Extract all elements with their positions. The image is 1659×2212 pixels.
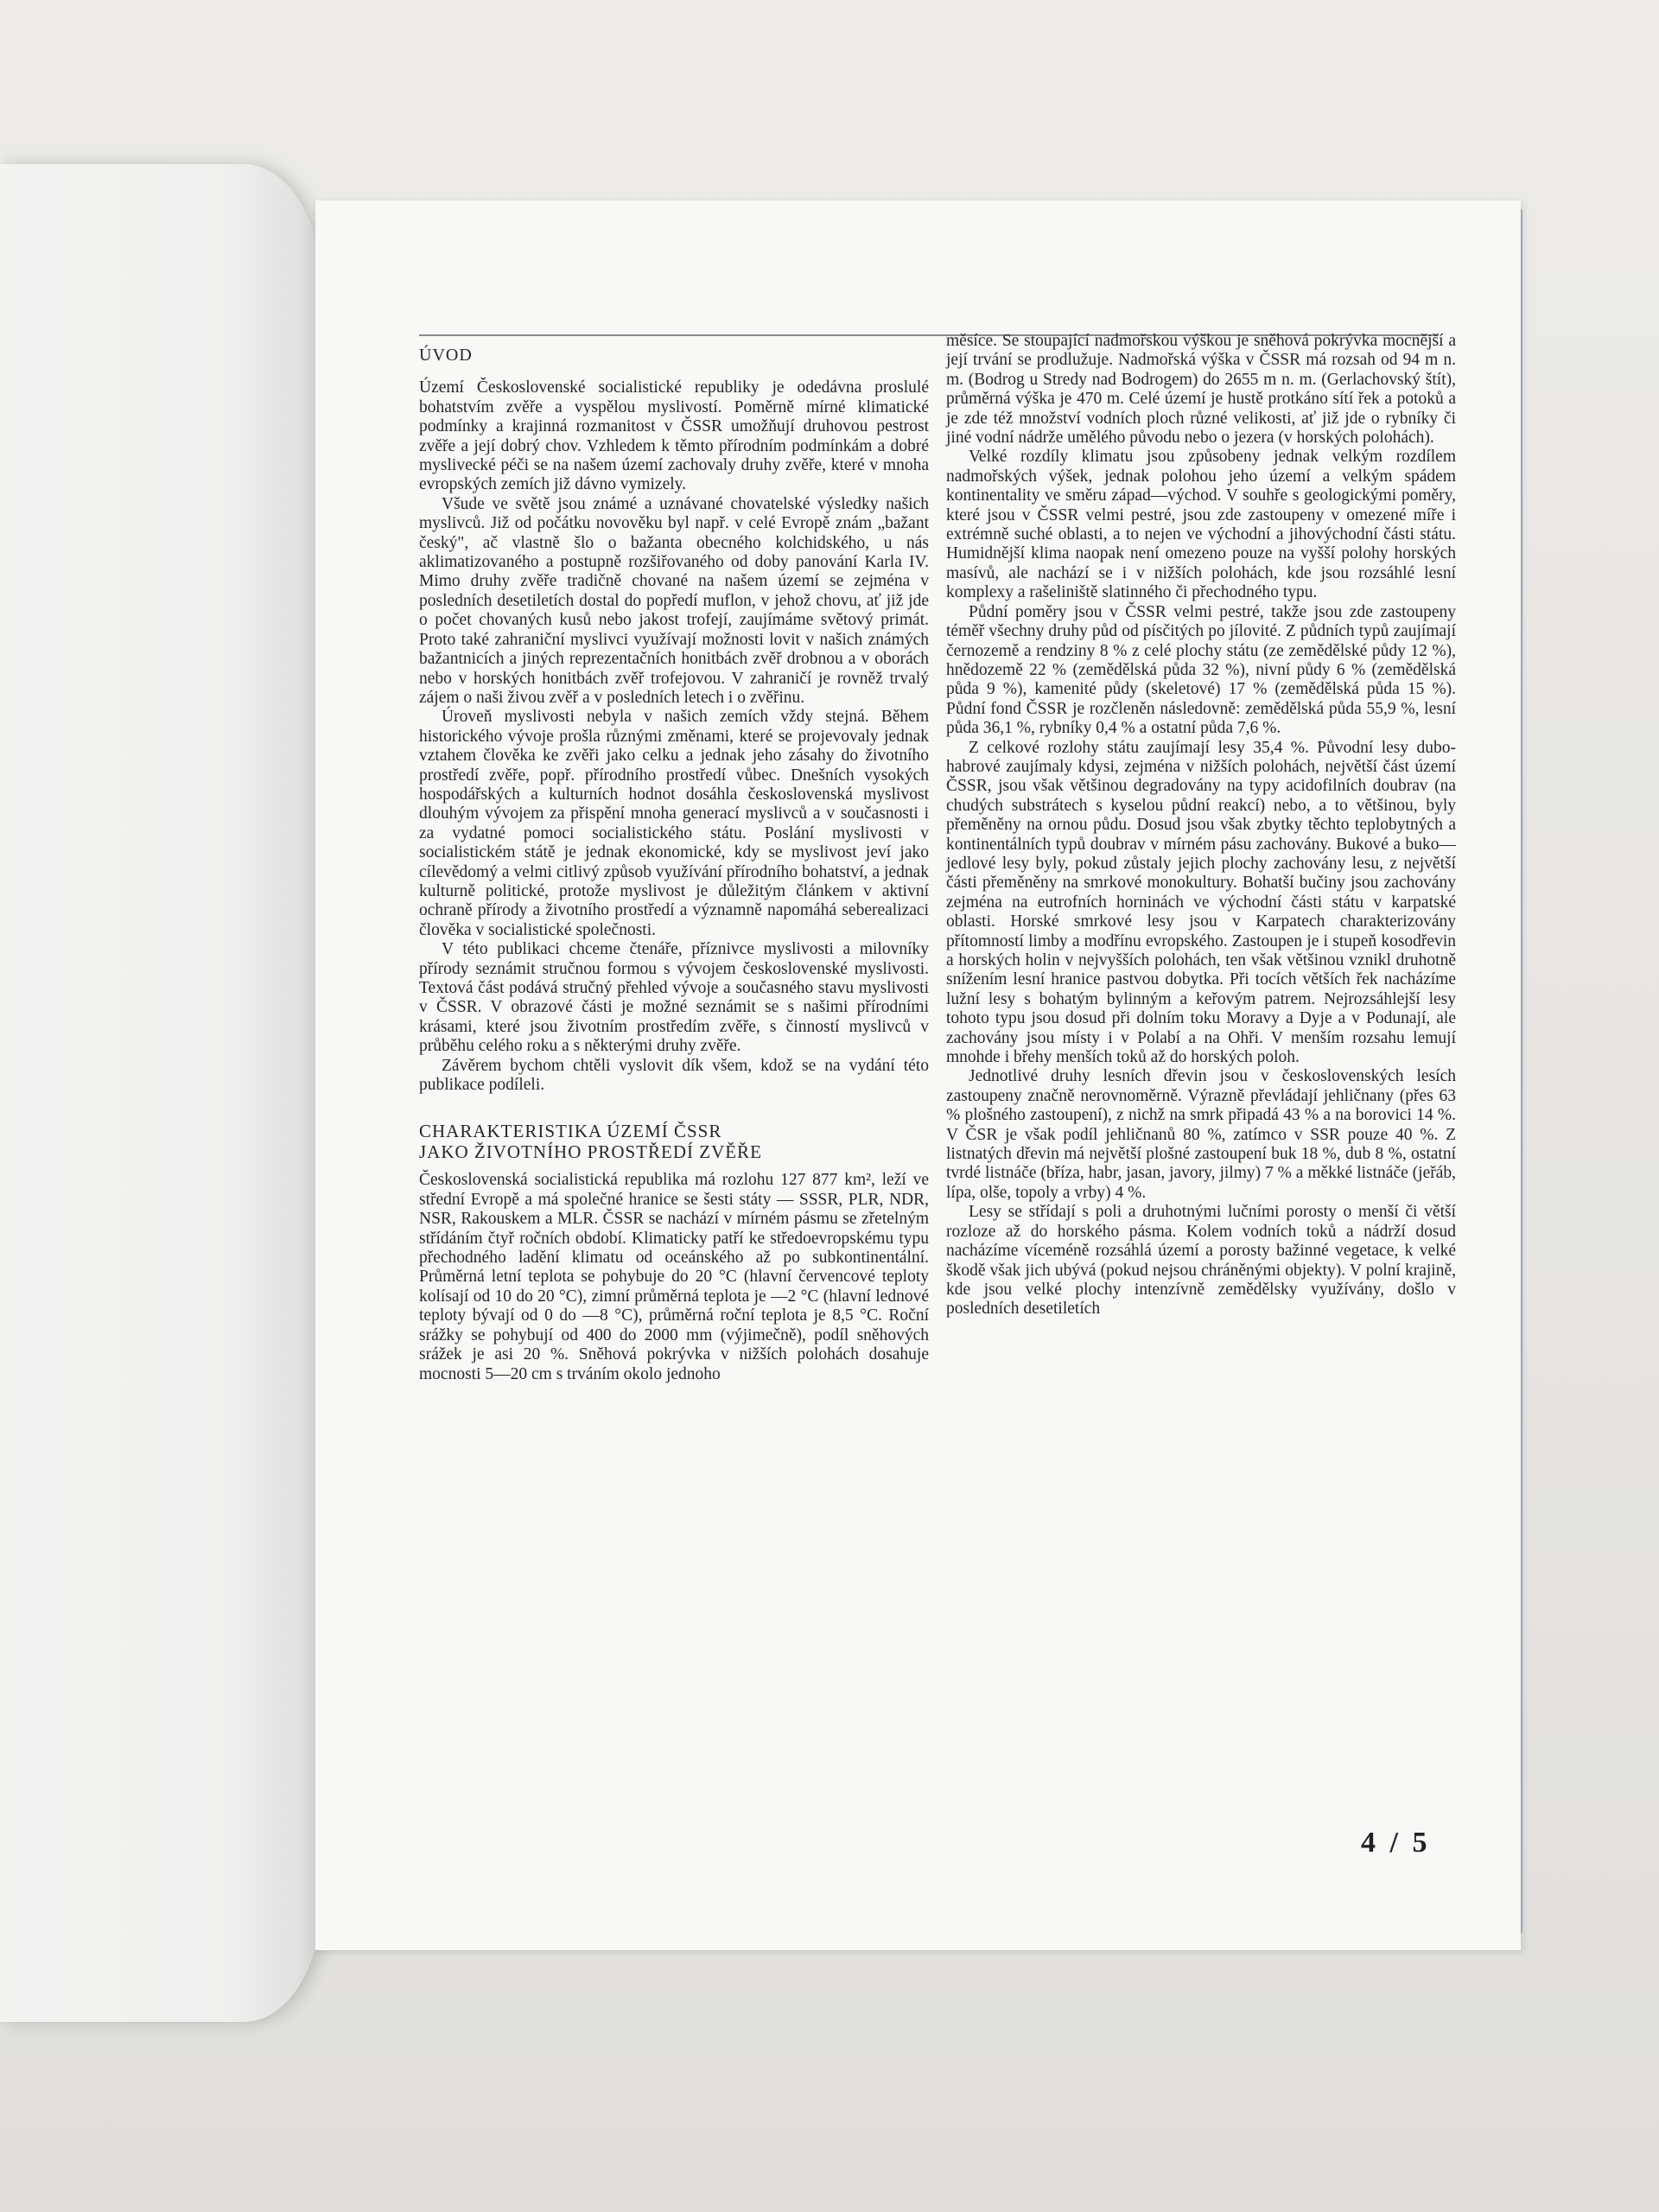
section-heading-charakteristika xyxy=(419,1121,929,1162)
heading2-line-2: JAKO ŽIVOTNÍHO PROSTŘEDÍ ZVĚŘE xyxy=(419,1141,762,1163)
right-column xyxy=(946,332,1456,1319)
intro-paragraph-5: Závěrem bychom chtěli vyslovit dík všem, kdož se na vydání této publikace podíleli. xyxy=(419,1056,929,1095)
intro-paragraph-1: Území Československé socialistické republiky je odedávna proslulé bohatstvím zvěře a vyspělou myslivostí. Poměrně mírné klimatické podmínky a krajinná rozmanitost v ČSSR umožňují druhovou pestrost zvěře a její dobrý chov. Vzhledem k těmto přírodním podmínkám a dobré myslivecké péči se na našem území zachovaly druhy zvěře, které v mnoha evropských zemích již dávno vymizely. xyxy=(419,378,929,494)
char-paragraph: Československá socialistická republika má rozlohu 127 877 km², leží ve střední Evropě a má společné hranice se šesti státy — SSSR, PLR, NDR, NSR, Rakouskem a MLR. ČSSR se nachází v mírném pásmu se zřetelným střídáním čtyř ročních období. Klimaticky patří ke středoevropskému typu přechodného ladění klimatu od oceánského až po subkontinentální. Průměrná letní teplota se pohybuje do 20 °C (hlavní červencové teploty kolísají od 10 do 20 °C), zimní průměrná teplota je —2 °C (hlavní lednové teploty bývají od 0 do —8 °C), průměrná roční teplota je 8,5 °C. Roční srážky se pohybují od 400 do 2000 mm (výjimečně), podíl sněhových srážek je asi 20 %. Sněhová pokrývka v nižších polohách dosahuje mocnosti 5—20 cm s trváním okolo jednoho xyxy=(419,1171,929,1383)
intro-paragraph-3: Úroveň myslivosti nebyla v našich zemích vždy stejná. Během historického vývoje prošla různými změnami, které se projevovaly jednak vztahem člověka ke zvěři jako celku a jednak jeho zásahy do životního prostředí zvěře, popř. přírodního prostředí vůbec. Dnešních vysokých hospodářských a kulturních hodnot dosáhla československá myslivost dlouhým vývojem za přispění mnoha generací myslivců a v současnosti i za vydatné pomoci socialistického státu. Poslání myslivosti v socialistickém státě je jednak ekonomické, kdy se myslivost jeví jako cílevědomý a velmi citlivý způsob využívání přírodního bohatství, a jednak kulturně politické, protože myslivost je důležitým článkem v aktivní ochraně přírody a životního prostředí a významně napomáhá seberealizaci člověka v socialistické společnosti. xyxy=(419,708,929,939)
right-paragraph-1: měsíce. Se stoupající nadmořskou výškou je sněhová pokrývka mocnější a její trvání se prodlužuje. Nadmořská výška v ČSSR má rozsah od 94 m n. m. (Bodrog u Stredy nad Bodrogem) do 2655 m n. m. (Gerlachovský štít), průměrná výška je 470 m. Celé území je hustě protkáno sítí řek a potoků a je zde též množství vodních ploch různé velikosti, ať již jde o rybníky či jiné vodní nádrže umělého původu nebo o jezera (v horských polohách). xyxy=(946,332,1456,448)
right-paragraph-2: Velké rozdíly klimatu jsou způsobeny jednak velkým rozdílem nadmořských výšek, jednak polohou jeho území a velkým spádem kontinentality ve směru západ—východ. V souhře s geologickými poměry, které jsou v ČSSR velmi pestré, jsou zde zastoupeny v omezené míře i extrémně suché oblasti, a to nejen ve východní a jihovýchodní části státu. Humidnější klima naopak není omezeno pouze na vyšší polohy horských masívů, ale nachází se i v nižších polohách, kde jsou rozsáhlé lesní komplexy a rašeliniště slatinného či přechodného typu. xyxy=(946,448,1456,602)
page-number: 4 / 5 xyxy=(1361,1827,1431,1859)
intro-paragraph-4: V této publikaci chceme čtenáře, příznivce myslivosti a milovníky přírody seznámit stručnou formou s vývojem československé myslivosti. Textová část podává stručný přehled vývoje a současného stavu myslivosti v ČSSR. V obrazové části je možné seznámit se s našimi přírodními krásami, které jsou životním prostředím zvěře, s činností myslivců v průběhu celého roku a s některými druhy zvěře. xyxy=(419,940,929,1056)
right-page xyxy=(315,200,1521,1950)
right-paragraph-3: Půdní poměry jsou v ČSSR velmi pestré, takže jsou zde zastoupeny téměř všechny druhy půd od písčitých po jílovité. Z půdních typů zaujímají černozemě a rendziny 8 % z celé plochy státu (ze zemědělské půdy 12 %), hnědozemě 22 % (zemědělská půda 32 %), nivní půdy 6 % (zemědělská půda 9 %), kamenité půdy (skeletové) 17 % (zemědělská půda 15 %). Půdní fond ČSSR je rozčleněn následovně: zemědělská půda 55,9 %, lesní půda 36,1 %, rybníky 0,4 % a ostatní půda 7,6 %. xyxy=(946,602,1456,738)
left-column xyxy=(419,339,929,1384)
heading2-line-1: CHARAKTERISTIKA ÚZEMÍ ČSSR xyxy=(419,1121,722,1142)
left-page xyxy=(0,164,321,2022)
right-paragraph-5: Jednotlivé druhy lesních dřevin jsou v československých lesích zastoupeny značně nerovnoměrně. Výrazně převládají jehličnany (přes 63 % plošného zastoupení), z nichž na smrk připadá 43 % a na borovici 14 %. V ČSR je však podíl jehličnanů 80 %, zatímco v SSR pouze 40 %. Z listnatých dřevin má největší plošné zastoupení buk 18 %, dub 8 %, ostatní tvrdé listnáče (bříza, habr, jasan, javory, jilmy) 7 % a měkké listnáče (jeřáb, lípa, olše, topoly a vrby) 4 %. xyxy=(946,1067,1456,1202)
intro-paragraph-2: Všude ve světě jsou známé a uznávané chovatelské výsledky našich myslivců. Již od počátku novověku byl např. v celé Evropě znám „bažant český", ač vlastně šlo o bažanta obecného kolchidského, u nás aklimatizovaného a postupně rozšiřovaného od doby panování Karla IV. Mimo druhy zvěře tradičně chované na našem území se zejména v posledních desetiletích dostal do popředí muflon, v jehož chovu, ať již jde o počet chovaných kusů nebo jakost trofejí, zaujímáme světový primát. Proto také zahraniční myslivci využívají možnosti lovit v našich známých bažantnicích a jiných reprezentačních honitbách zvěř drobnou a v oborách nebo v horských honitbách zvěř trofejovou. V zahraničí je rovněž trvalý zájem o naši živou zvěř a v posledních letech i o zvěřinu. xyxy=(419,494,929,707)
right-paragraph-4: Z celkové rozlohy státu zaujímají lesy 35,4 %. Původní lesy dubo-habrové zaujímaly kdysi, zejména v nižších polohách, největší část území ČSSR, jsou však většinou degradovány na typy acidofilních doubrav (na chudých substrátech s kyselou půdní reakcí) nebo, a to většinou, byly přeměněny na ornou půdu. Dosud jsou však zbytky těchto teplobytných a kontinentálních typů doubrav v mírném pásu zachovány. Bukové a buko— jedlové lesy byly, pokud zůstaly jejich plochy zachovány lesu, z největší části přeměněny na smrkové monokultury. Bohatší bučiny jsou zachovány zejména na eutrofních horninách ve východní části státu v karpatské oblasti. Horské smrkové lesy jsou v Karpatech charakterizovány přítomností limby a modřínu evropského. Zastoupen je i stupeň kosodřevin a horských holin v nejvyšších polohách, ten však většinou vznikl druhotně snížením lesní hranice pastvou dobytka. Při tocích větších řek nacházíme lužní lesy s bohatým bylinným a keřovým patrem. Nejrozsáhlejší lesy tohoto typu jsou dosud při dolním toku Moravy a Dyje a v Podunají, ale zachovány jsou místy i v Polabí a na Ohři. V menším rozsahu lemují mnohde i břehy menších toků až do horských poloh. xyxy=(946,738,1456,1067)
section-heading-uvod: ÚVOD xyxy=(419,346,473,365)
right-paragraph-6: Lesy se střídají s poli a druhotnými lučními porosty o menší či větší rozloze až do horského pásma. Kolem vodních toků a nádrží dosud nacházíme víceméně rozsáhlá území a porosty bažinné vegetace, k velké škodě však jich ubývá (pokud nejsou chráněnými objekty). V polní krajině, kde jsou velké plochy intenzívně zemědělsky využívány, došlo v posledních desetiletích xyxy=(946,1203,1456,1319)
